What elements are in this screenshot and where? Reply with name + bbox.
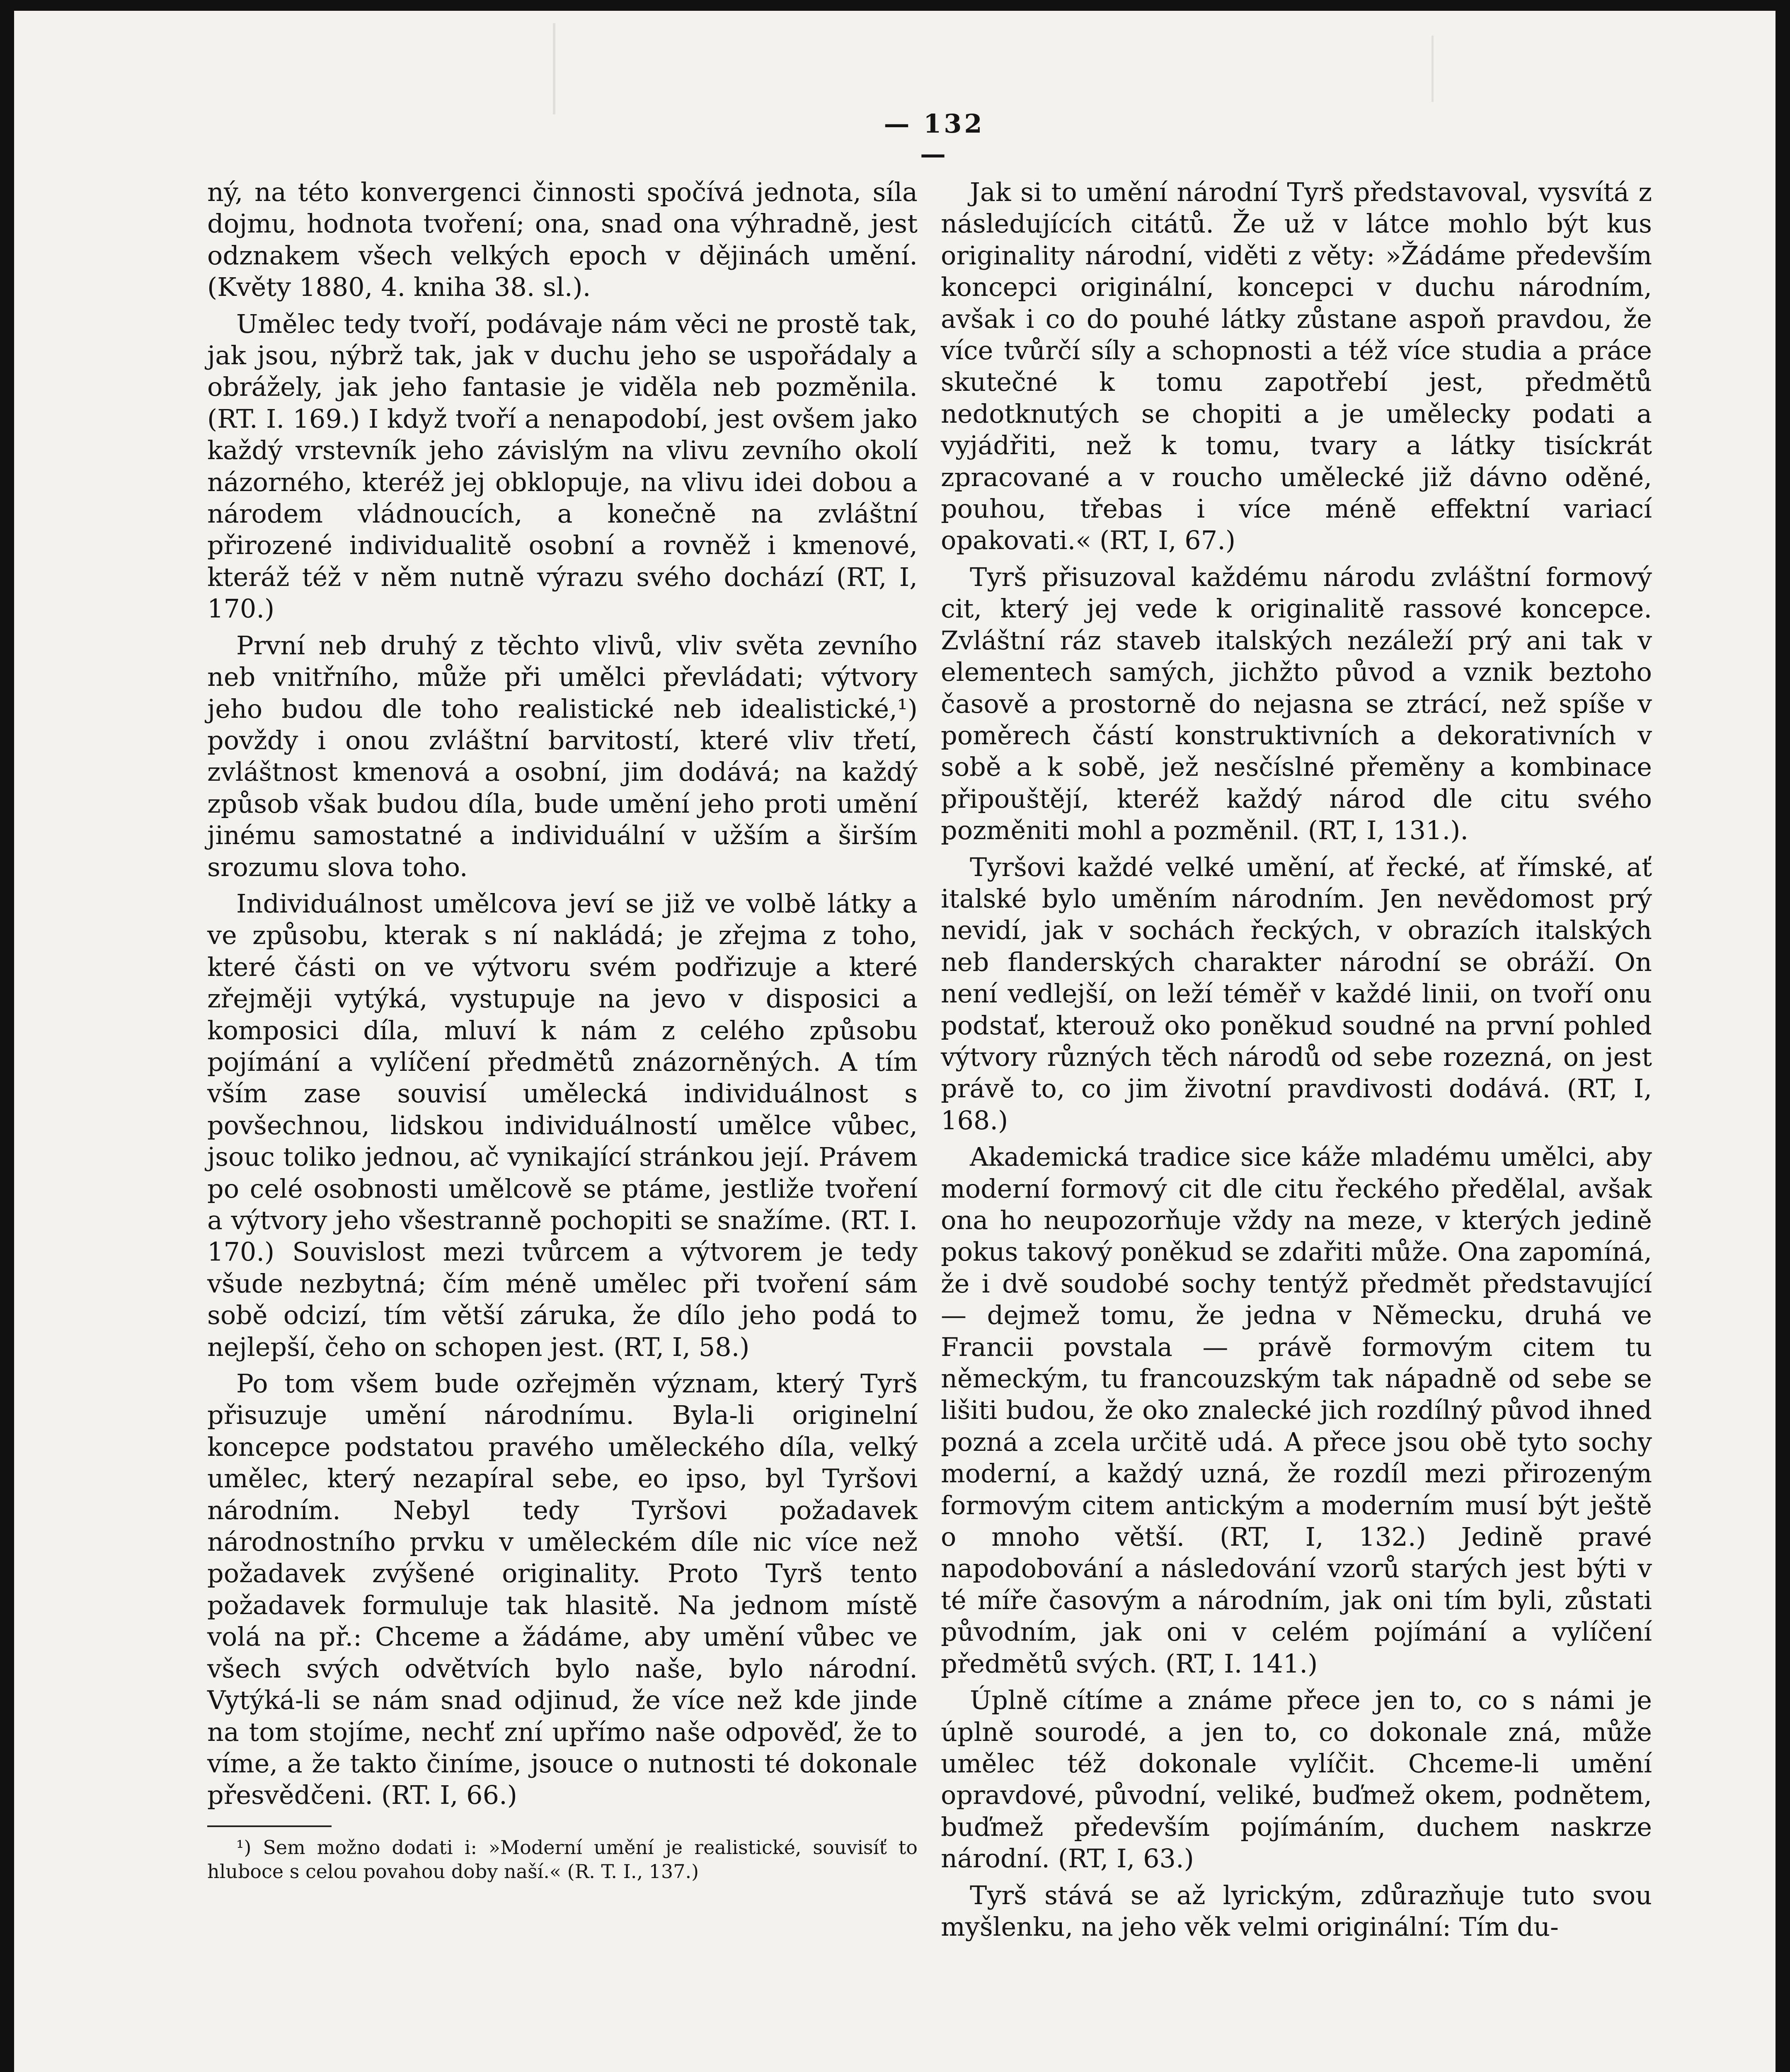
paragraph: Umělec tedy tvoří, podávaje nám věci ne prostě tak, jak jsou, nýbrž tak, jak v duchu jeho se uspořádaly a obrážely, jak jeho fantasie je viděla neb pozměnila. (RT. I. 169.) I když tvoří a nenapodobí, jest ovšem jako každý vrstevník jeho závislým na vlivu zevního okolí názorného, kteréž jej obklopuje, na vlivu idei dobou a národem vládnoucích, a konečně na zvláštní přirozené individualitě osobní a rovněž i kmenové, kteráž též v něm nutně výrazu svého dochází (RT, I, 170.) [207,308,918,624]
footnote-rule [207,1825,332,1827]
paragraph: Po tom všem bude ozřejměn význam, který Tyrš přisuzuje umění národnímu. Byla-li originelní koncepce podstatou pravého uměleckého díla, velký umělec, který nezapíral sebe, eo ipso, byl Tyršovi národním. Nebyl tedy Tyršovi požadavek národnostního prvku v uměleckém díle nic více než požadavek zvýšené originality. Proto Tyrš tento požadavek formuluje tak hlasitě. Na jednom místě volá na př.: Chceme a žádáme, aby umění vůbec ve všech svých odvětvích bylo naše, bylo národní. Vytýká-li se nám snad odjinud, že více než kde jinde na tom stojíme, nechť zní upřímo naše odpověď, že to víme, a že takto činíme, jsouce o nutnosti té dokonale přesvědčeni. (RT. I, 66.) [207,1368,918,1811]
paper-scratch [553,23,555,114]
paper-scratch [1432,36,1434,102]
footnote: ¹) Sem možno dodati i: »Moderní umění je realistické, souvisíť to hluboce s celou povahou doby naší.« (R. T. I., 137.) [207,1836,918,1883]
document-page [14,11,1775,2072]
page-number: — 132 — [884,109,985,169]
paragraph: Tyršovi každé velké umění, ať řecké, ať římské, ať italské bylo uměním národním. Jen nevědomost prý nevidí, jak v sochách řeckých, v obrazích italských neb flanderských charakter národní se obráží. On není vedlejší, on leží téměř v každé linii, on tvoří onu podstať, kterouž oko poněkud soudné na první pohled výtvory různých těch národů od sebe rozezná, on jest právě to, co jim životní pravdivosti dodává. (RT, I, 168.) [941,852,1652,1135]
paragraph: Tyrš stává se až lyrickým, zdůrazňuje tuto svou myšlenku, na jeho věk velmi originální: Tím du- [941,1880,1652,1942]
paragraph: Akademická tradice sice káže mladému umělci, aby moderní formový cit dle citu řeckého předělal, avšak ona ho neupozorňuje vždy na meze, v kterých jedině pokus takový poněkud se zdařiti může. Ona zapomíná, že i dvě soudobé sochy tentýž předmět představující — dejmež tomu, že jedna v Německu, druhá ve Francii povstala — právě formovým citem tu německým, tu francouzským tak nápadně od sebe se lišiti budou, že oko znalecké jich rozdílný původ ihned pozná a zcela určitě udá. A přece jsou obě tyto sochy moderní, a každý uzná, že rozdíl mezi přirozeným formovým citem antickým a moderním musí být ještě o mnoho větší. (RT, I, 132.) Jedině pravé napodobování a následování vzorů starých jest býti v té míře časovým a národním, jak oni tím byli, zůstati původním, jak oni v celém pojímání a vylíčení předmětů svých. (RT, I. 141.) [941,1142,1652,1679]
paragraph: ný, na této konvergenci činnosti spočívá jednota, síla dojmu, hodnota tvoření; ona, snad ona výhradně, jest odznakem všech velkých epoch v dějinách umění. (Květy 1880, 4. kniha 38. sl.). [207,177,918,303]
left-column [207,177,918,1883]
paragraph: Tyrš přisuzoval každému národu zvláštní formový cit, který jej vede k originalitě rassové koncepce. Zvláštní ráz staveb italských nezáleží prý ani tak v elementech samých, jichžto původ a vznik beztoho časově a prostorně do nejasna se ztrácí, než spíše v poměrech částí konstruktivních a dekorativních v sobě a k sobě, jež nesčíslné přeměny a kombinace připouštějí, kteréž každý národ dle citu svého pozměniti mohl a pozměnil. (RT, I, 131.). [941,562,1652,846]
paragraph: První neb druhý z těchto vlivů, vliv světa zevního neb vnitřního, může při umělci převládati; výtvory jeho budou dle toho realistické neb idealistické,¹) povždy i onou zvláštní barvitostí, které vliv třetí, zvláštnost kmenová a osobní, jim dodává; na každý způsob však budou díla, bude umění jeho proti umění jinému samostatné a individuální v užším a širším srozumu slova toho. [207,630,918,882]
paragraph: Úplně cítíme a známe přece jen to, co s námi je úplně sourodé, a jen to, co dokonale zná, může umělec též dokonale vylíčit. Chceme-li umění opravdové, původní, veliké, buďmež okem, podnětem, buďmež především pojímáním, duchem naskrze národní. (RT, I, 63.) [941,1685,1652,1874]
paragraph: Jak si to umění národní Tyrš představoval, vysvítá z následujících citátů. Že už v látce mohlo být kus originality národní, viděti z věty: »Žádáme především koncepci originální, koncepci v duchu národním, avšak i co do pouhé látky zůstane aspoň pravdou, že více tvůrčí síly a schopnosti a též více studia a práce skutečné k tomu zapotřebí jest, předmětů nedotknutých se chopiti a je umělecky podati a vyjádřiti, než k tomu, tvary a látky tisíckrát zpracované a v roucho umělecké již dávno oděné, pouhou, třebas i více méně effektní variací opakovati.« (RT, I, 67.) [941,177,1652,556]
right-column [941,177,1652,1943]
paragraph: Individuálnost umělcova jeví se již ve volbě látky a ve způsobu, kterak s ní nakládá; je zřejma z toho, které části on ve výtvoru svém podřizuje a které zřejměji vytýká, vystupuje na jevo v disposici a komposici díla, mluví k nám z celého způsobu pojímání a vylíčení předmětů znázorněných. A tím vším zase souvisí umělecká individuálnost s povšechnou, lidskou individuálností umělce vůbec, jsouc toliko jednou, ač vynikající stránkou její. Právem po celé osobnosti umělcově se ptáme, jestliže tvoření a výtvory jeho všestranně pochopiti se snažíme. (RT. I. 170.) Souvislost mezi tvůrcem a výtvorem je tedy všude nezbytná; čím méně umělec při tvoření sám sobě odcizí, tím větší záruka, že dílo jeho podá to nejlepší, čeho on schopen jest. (RT, I, 58.) [207,888,918,1362]
